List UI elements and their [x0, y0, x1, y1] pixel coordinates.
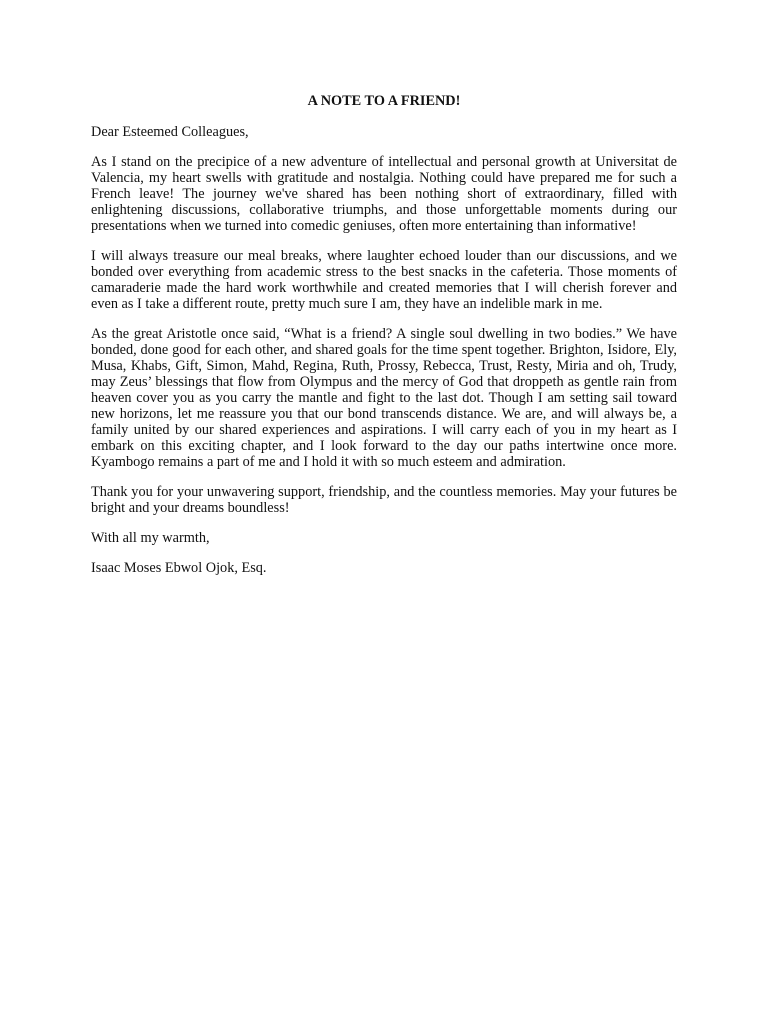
paragraph-4: Thank you for your unwavering support, friendship, and the countless memories. May your futures be bright and your dreams boundless!: [91, 484, 677, 516]
paragraph-1: As I stand on the precipice of a new adventure of intellectual and personal growth at Universitat de Valencia, my heart swells with gratitude and nostalgia. Nothing could have prepared me for such a French leave! The journey we've shared has been nothing short of extraordinary, filled with enlightening discussions, collaborative triumphs, and those unforgettable moments during our presentations when we turned into comedic geniuses, often more entertaining than informative!: [91, 154, 677, 234]
document-page: [91, 92, 677, 576]
closing-line: With all my warmth,: [91, 530, 210, 546]
paragraph-3: As the great Aristotle once said, “What is a friend? A single soul dwelling in two bodies.” We have bonded, done good for each other, and shared goals for the time spent together. Brighton, Isidore, Ely, Musa, Khabs, Gift, Simon, Mahd, Regina, Ruth, Prossy, Rebecca, Trust, Resty, Miria and oh, Trudy, may Zeus’ blessings that flow from Olympus and the mercy of God that droppeth as gentle rain from heaven cover you as you carry the mantle and fight to the last dot. Though I am setting sail toward new horizons, let me reassure you that our bond transcends distance. We are, and will always be, a family united by our shared experiences and aspirations. I will carry each of you in my heart as I embark on this exciting chapter, and I look forward to the day our paths intertwine once more. Kyambogo remains a part of me and I hold it with so much esteem and admiration.: [91, 326, 677, 470]
signature: Isaac Moses Ebwol Ojok, Esq.: [91, 560, 267, 576]
document-title: A NOTE TO A FRIEND!: [307, 93, 461, 109]
paragraph-2: I will always treasure our meal breaks, where laughter echoed louder than our discussions, and we bonded over everything from academic stress to the best snacks in the cafeteria. Those moments of camaraderie made the hard work worthwhile and created memories that I will cherish forever and even as I take a different route, pretty much sure I am, they have an indelible mark in me.: [91, 248, 677, 312]
salutation: Dear Esteemed Colleagues,: [91, 124, 249, 140]
